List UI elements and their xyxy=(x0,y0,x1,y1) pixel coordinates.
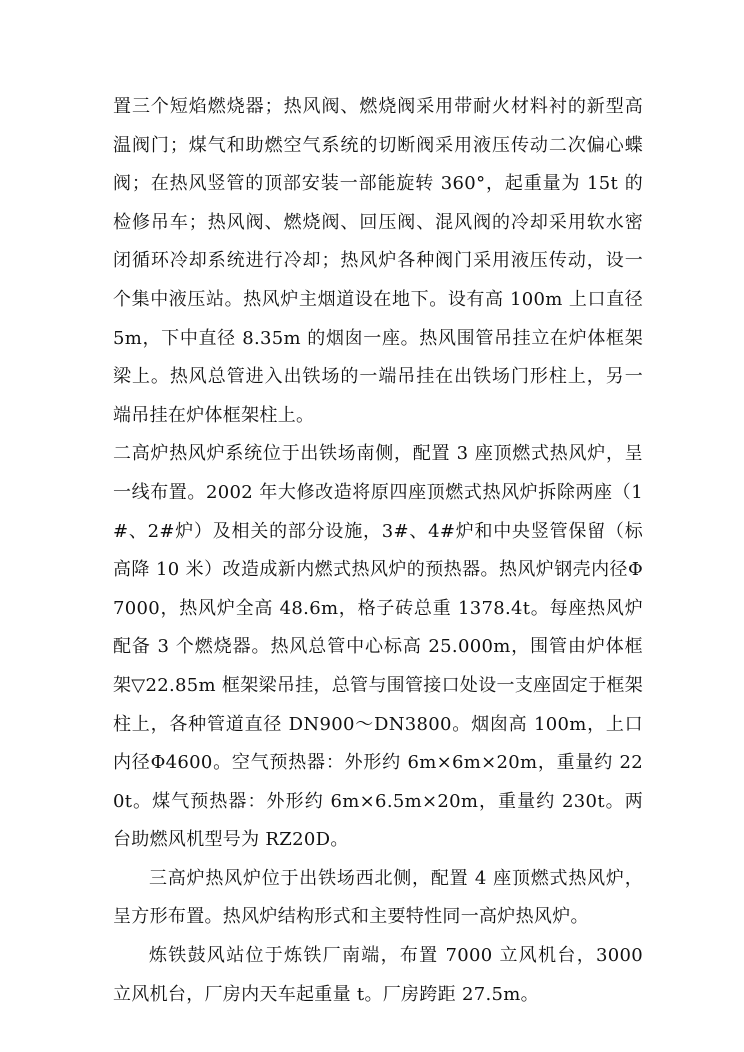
paragraph-2: 二高炉热风炉系统位于出铁场南侧，配置 3 座顶燃式热风炉，呈一线布置。2002 年大修改造将原四座顶燃式热风炉拆除两座（1#、2#炉）及相关的部分设施，3#、4#炉和中央竖管保留（标高降 10 米）改造成新内燃式热风炉的预热器。热风炉钢壳内径Φ7000，热风炉全高 48.6m，格子砖总重 1378.4t。每座热风炉配备 3 个燃烧器。热风总管中心标高 25.000m，围管由炉体框架▽22.85m 框架梁吊挂，总管与围管接口处设一支座固定于框架柱上，各种管道直径 DN900～DN3800。烟囱高 100m，上口内径Φ4600。空气预热器：外形约 6m×6m×20m，重量约 220t。煤气预热器：外形约 6m×6.5m×20m，重量约 230t。两台助燃风机型号为 RZ20D。 xyxy=(113,443,643,851)
paragraph-4: 炼铁鼓风站位于炼铁厂南端，布置 7000 立风机台，3000 立风机台，厂房内天车起重量 t。厂房跨距 27.5m。 xyxy=(113,945,643,1005)
body-text xyxy=(113,88,643,1014)
paragraph-3: 三高炉热风炉位于出铁场西北侧，配置 4 座顶燃式热风炉，呈方形布置。热风炉结构形式和主要特性同一高炉热风炉。 xyxy=(113,867,643,928)
paragraph-1: 置三个短焰燃烧器；热风阀、燃烧阀采用带耐火材料衬的新型高温阀门；煤气和助燃空气系统的切断阀采用液压传动二次偏心蝶阀；在热风竖管的顶部安装一部能旋转 360°，起重量为 15t 的检修吊车；热风阀、燃烧阀、回压阀、混风阀的冷却采用软水密闭循环冷却系统进行冷却；热风炉各种阀门采用液压传动，设一个集中液压站。热风炉主烟道设在地下。设有高 100m 上口直径 5m，下中直径 8.35m 的烟囱一座。热风围管吊挂立在炉体框架梁上。热风总管进入出铁场的一端吊挂在出铁场门形柱上，另一端吊挂在炉体框架柱上。 xyxy=(113,96,643,426)
